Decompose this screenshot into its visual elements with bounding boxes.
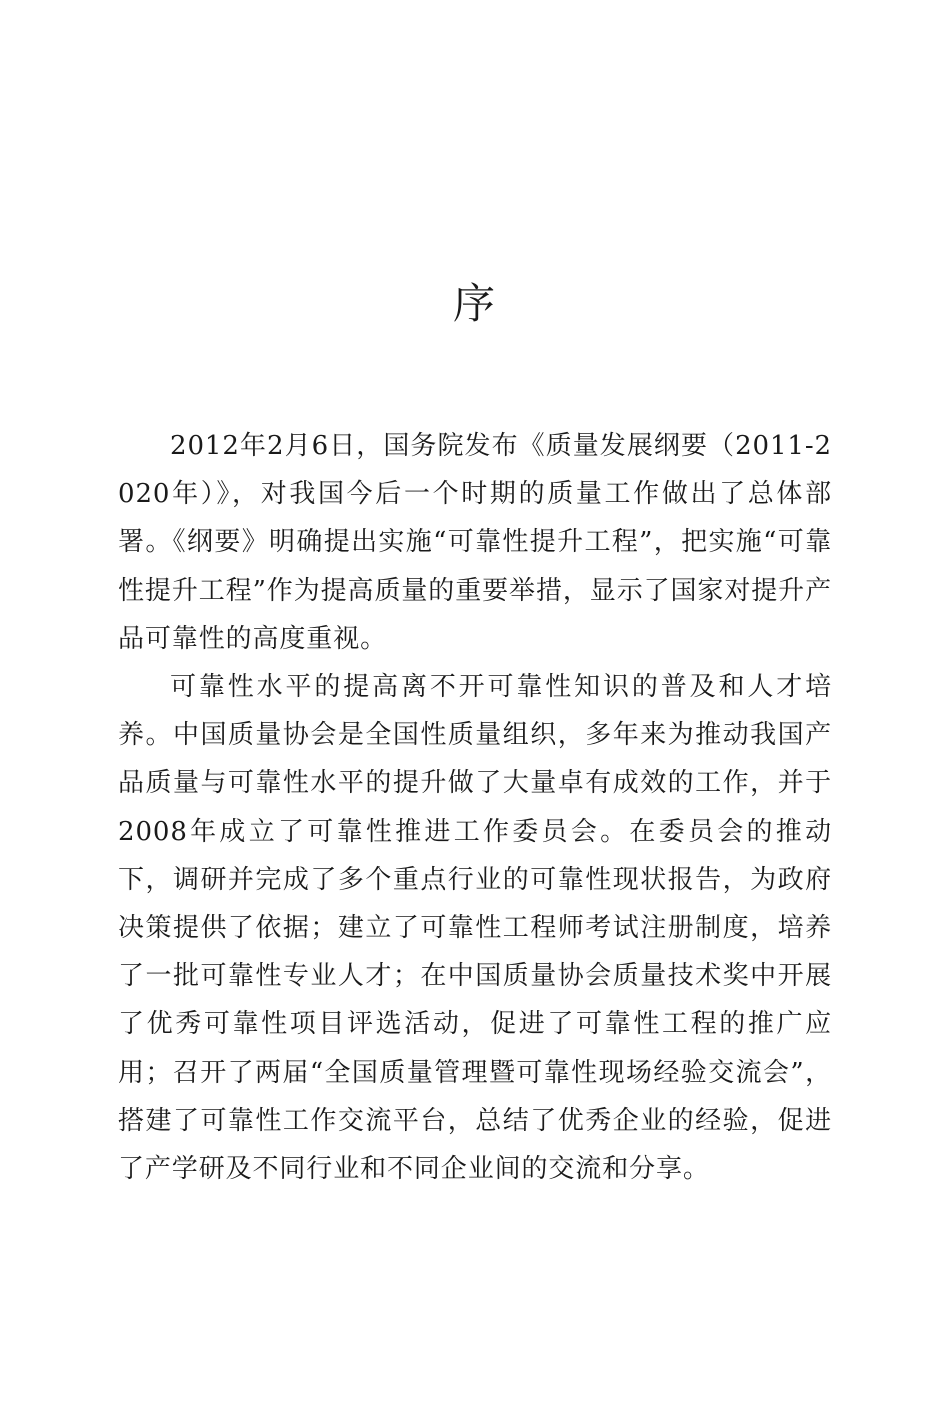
paragraph-2: 可靠性水平的提高离不开可靠性知识的普及和人才培养。中国质量协会是全国性质量组织，多年来为推动我国产品质量与可靠性水平的提升做了大量卓有成效的工作，并于2008年成立了可靠性推进工作委员会。在委员会的推动下，调研并完成了多个重点行业的可靠性现状报告，为政府决策提供了依据；建立了可靠性工程师考试注册制度，培养了一批可靠性专业人才；在中国质量协会质量技术奖中开展了优秀可靠性项目评选活动，促进了可靠性工程的推广应用；召开了两届“全国质量管理暨可靠性现场经验交流会”，搭建了可靠性工作交流平台，总结了优秀企业的经验，促进了产学研及不同行业和不同企业间的交流和分享。 xyxy=(118,672,832,1185)
document-body xyxy=(118,422,832,1193)
page-title: 序 xyxy=(452,279,497,329)
paragraph-1: 2012年2月6日，国务院发布《质量发展纲要（2011-2020年）》，对我国今后一个时期的质量工作做出了总体部署。《纲要》明确提出实施“可靠性提升工程”，把实施“可靠性提升工程”作为提高质量的重要举措，显示了国家对提升产品可靠性的高度重视。 xyxy=(118,431,832,654)
